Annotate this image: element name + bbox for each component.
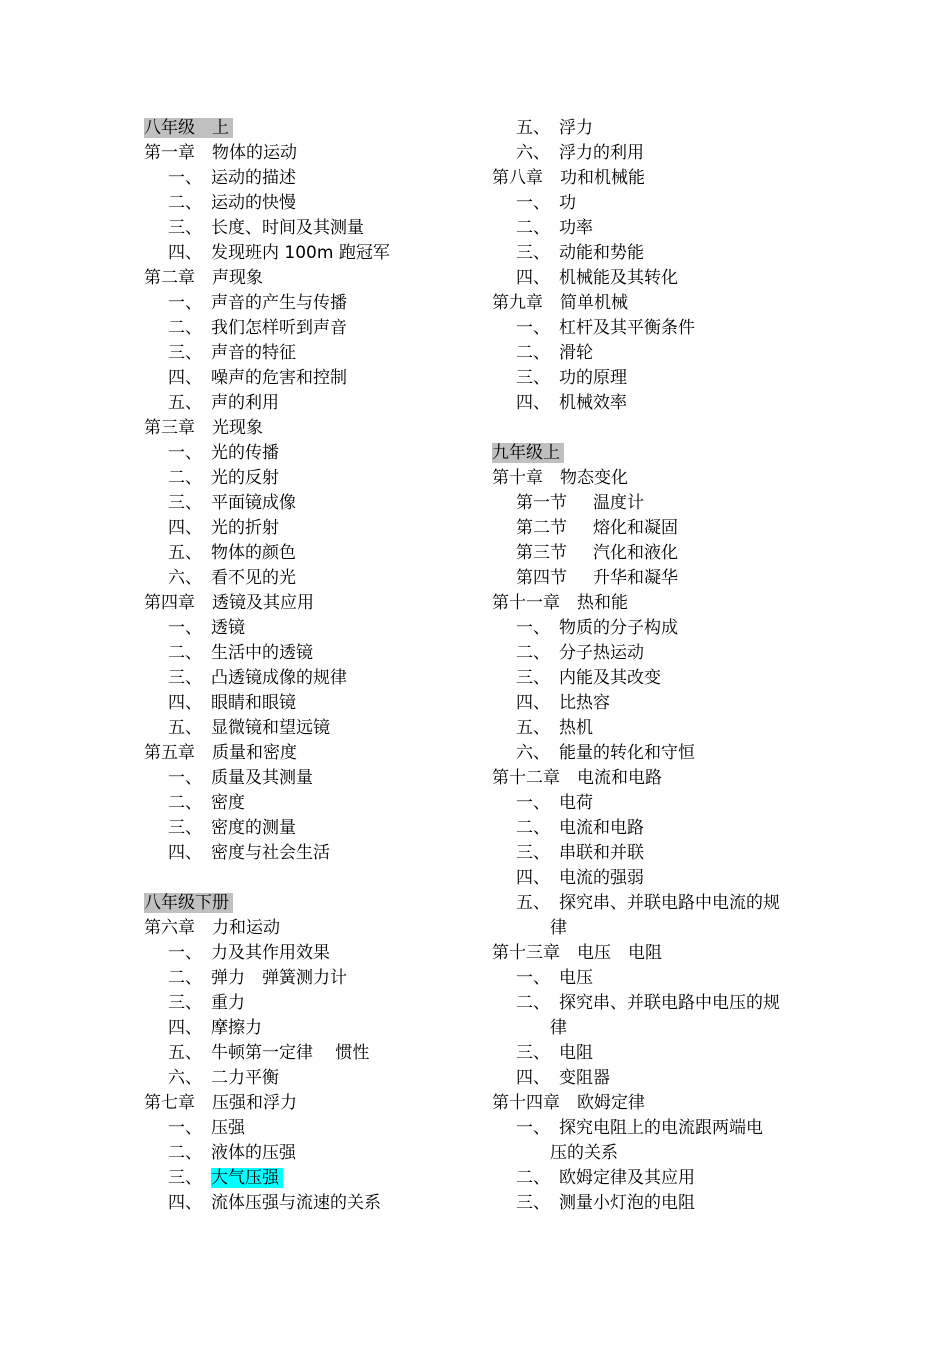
- item-number: 四、: [516, 393, 550, 413]
- item-number: 一、: [168, 943, 202, 963]
- item-number: 四、: [168, 1193, 202, 1213]
- lesson-item: [144, 1066, 474, 1091]
- lesson-item: [144, 716, 474, 741]
- item-title: 能量的转化和守恒: [559, 743, 695, 763]
- lesson-item: [492, 641, 822, 666]
- item-number: 第一节: [516, 493, 567, 513]
- item-number: 二、: [516, 343, 550, 363]
- lesson-item: [144, 791, 474, 816]
- highlighted-text: 大气压强: [211, 1168, 283, 1188]
- item-title: 探究电阻上的电流跟两端电: [559, 1118, 763, 1138]
- lesson-item: [144, 641, 474, 666]
- lesson-item: [144, 341, 474, 366]
- item-title: 噪声的危害和控制: [211, 368, 347, 388]
- item-number: 四、: [516, 268, 550, 288]
- chapter-heading: 第一章 物体的运动: [144, 143, 297, 163]
- item-title: [211, 1166, 283, 1191]
- item-title: 温度计: [593, 493, 644, 513]
- item-title: 运动的快慢: [211, 193, 296, 213]
- chapter-heading: 第三章 光现象: [144, 418, 263, 438]
- item-title: 声音的特征: [211, 343, 296, 363]
- item-title: 功的原理: [559, 368, 627, 388]
- section-item: [492, 541, 822, 566]
- item-title: 平面镜成像: [211, 493, 296, 513]
- item-title: 压的关系: [550, 1143, 618, 1163]
- chapter-heading: 第十三章 电压 电阻: [492, 943, 662, 963]
- lesson-item: [144, 1116, 474, 1141]
- lesson-item: [492, 341, 822, 366]
- grade-heading-text: 八年级下册: [144, 893, 233, 913]
- item-title: 牛顿第一定律 惯性: [211, 1043, 370, 1063]
- item-title: 杠杆及其平衡条件: [559, 318, 695, 338]
- item-title: 我们怎样听到声音: [211, 318, 347, 338]
- item-title: 二力平衡: [211, 1068, 279, 1088]
- lesson-item: [144, 516, 474, 541]
- lesson-item: [144, 366, 474, 391]
- lesson-item: [492, 1116, 822, 1141]
- item-title: 机械能及其转化: [559, 268, 678, 288]
- lesson-item: [144, 841, 474, 866]
- item-title: 力及其作用效果: [211, 943, 330, 963]
- item-title: 光的反射: [211, 468, 279, 488]
- lesson-item: [144, 616, 474, 641]
- item-number: 二、: [168, 193, 202, 213]
- item-title: 电压: [559, 968, 593, 988]
- item-title: 物体的颜色: [211, 543, 296, 563]
- item-continuation: [492, 1016, 822, 1041]
- lesson-item: [144, 316, 474, 341]
- item-title: 声音的产生与传播: [211, 293, 347, 313]
- item-number: 二、: [516, 643, 550, 663]
- item-title: 电流和电路: [559, 818, 644, 838]
- lesson-item: [492, 266, 822, 291]
- grade-heading: [492, 441, 822, 466]
- item-number: 三、: [168, 668, 202, 688]
- item-number: 三、: [516, 843, 550, 863]
- item-number: 五、: [168, 543, 202, 563]
- item-number: 第三节: [516, 543, 567, 563]
- item-title: 光的折射: [211, 518, 279, 538]
- blank-line: [144, 866, 474, 891]
- item-number: 六、: [516, 743, 550, 763]
- item-number: 三、: [168, 218, 202, 238]
- item-number: 六、: [168, 1068, 202, 1088]
- item-number: 二、: [168, 318, 202, 338]
- grade-heading: [144, 891, 474, 916]
- lesson-item: [144, 566, 474, 591]
- item-title: 物质的分子构成: [559, 618, 678, 638]
- item-title: 摩擦力: [211, 1018, 262, 1038]
- item-number: 四、: [168, 1018, 202, 1038]
- item-title: 液体的压强: [211, 1143, 296, 1163]
- lesson-item: [492, 141, 822, 166]
- grade-heading-text: 九年级上: [492, 443, 564, 463]
- lesson-item: [144, 441, 474, 466]
- item-title: 串联和并联: [559, 843, 644, 863]
- item-title: 密度与社会生活: [211, 843, 330, 863]
- item-number: 二、: [168, 968, 202, 988]
- item-title: 浮力: [559, 118, 593, 138]
- item-title: 内能及其改变: [559, 668, 661, 688]
- item-number: 一、: [516, 968, 550, 988]
- item-number: 一、: [516, 1118, 550, 1138]
- lesson-item: [144, 466, 474, 491]
- chapter-heading: 第九章 简单机械: [492, 293, 628, 313]
- lesson-item: [144, 491, 474, 516]
- item-number: 二、: [516, 993, 550, 1013]
- lesson-item: [144, 541, 474, 566]
- item-number: 五、: [516, 718, 550, 738]
- item-title: 发现班内 100m 跑冠军: [211, 243, 390, 263]
- item-title: 探究串、并联电路中电压的规: [559, 993, 780, 1013]
- item-title: 长度、时间及其测量: [211, 218, 364, 238]
- item-title: 运动的描述: [211, 168, 296, 188]
- item-title: 电荷: [559, 793, 593, 813]
- lesson-item: [144, 666, 474, 691]
- chapter-heading: 第十二章 电流和电路: [492, 768, 662, 788]
- lesson-item: [492, 891, 822, 916]
- lesson-item: [492, 1191, 822, 1216]
- item-number: 五、: [168, 393, 202, 413]
- lesson-item: [492, 816, 822, 841]
- item-number: 三、: [168, 818, 202, 838]
- chapter-heading: 第二章 声现象: [144, 268, 263, 288]
- item-title: 探究串、并联电路中电流的规: [559, 893, 780, 913]
- lesson-item: [144, 966, 474, 991]
- chapter-heading: 第五章 质量和密度: [144, 743, 297, 763]
- item-title: 律: [550, 1018, 567, 1038]
- item-title: 功率: [559, 218, 593, 238]
- lesson-item: [492, 666, 822, 691]
- item-number: 二、: [516, 218, 550, 238]
- item-continuation: [492, 916, 822, 941]
- lesson-item: [144, 241, 474, 266]
- item-title: 电阻: [559, 1043, 593, 1063]
- lesson-item: [144, 1041, 474, 1066]
- left-column: [144, 116, 474, 1216]
- item-number: 三、: [516, 368, 550, 388]
- item-title: 变阻器: [559, 1068, 610, 1088]
- item-number: 五、: [516, 893, 550, 913]
- item-title: 压强: [211, 1118, 245, 1138]
- item-number: 第四节: [516, 568, 567, 588]
- item-number: 三、: [168, 493, 202, 513]
- chapter-heading: 第四章 透镜及其应用: [144, 593, 314, 613]
- item-number: 四、: [516, 1068, 550, 1088]
- item-number: 二、: [168, 793, 202, 813]
- lesson-item: [492, 966, 822, 991]
- lesson-item: [492, 741, 822, 766]
- item-title: 看不见的光: [211, 568, 296, 588]
- chapter-heading: 第十四章 欧姆定律: [492, 1093, 645, 1113]
- lesson-item: [144, 166, 474, 191]
- item-title: 弹力 弹簧测力计: [211, 968, 347, 988]
- item-number: 四、: [168, 368, 202, 388]
- lesson-item: [492, 366, 822, 391]
- lesson-item: [492, 691, 822, 716]
- lesson-item: [492, 391, 822, 416]
- right-column: [492, 116, 822, 1216]
- item-number: 一、: [516, 318, 550, 338]
- item-number: 四、: [516, 868, 550, 888]
- lesson-item: [492, 791, 822, 816]
- item-continuation: [492, 1141, 822, 1166]
- lesson-item: [144, 991, 474, 1016]
- item-title: 重力: [211, 993, 245, 1013]
- lesson-item: [492, 241, 822, 266]
- item-number: 三、: [168, 343, 202, 363]
- item-title: 密度: [211, 793, 245, 813]
- grade-heading-text: 八年级 上: [144, 118, 233, 138]
- chapter-heading: 第十章 物态变化: [492, 468, 628, 488]
- item-number: 四、: [168, 843, 202, 863]
- item-number: 三、: [516, 668, 550, 688]
- item-number: 一、: [168, 1118, 202, 1138]
- lesson-item: [144, 391, 474, 416]
- item-title: 透镜: [211, 618, 245, 638]
- lesson-item: [492, 191, 822, 216]
- lesson-item: [144, 1166, 474, 1191]
- item-title: 流体压强与流速的关系: [211, 1193, 381, 1213]
- item-number: 六、: [516, 143, 550, 163]
- lesson-item: [492, 1041, 822, 1066]
- item-title: 密度的测量: [211, 818, 296, 838]
- item-title: 声的利用: [211, 393, 279, 413]
- lesson-item: [492, 991, 822, 1016]
- item-title: 分子热运动: [559, 643, 644, 663]
- section-item: [492, 516, 822, 541]
- item-title: 电流的强弱: [559, 868, 644, 888]
- item-number: 一、: [516, 793, 550, 813]
- lesson-item: [492, 716, 822, 741]
- lesson-item: [492, 1066, 822, 1091]
- item-title: 光的传播: [211, 443, 279, 463]
- lesson-item: [144, 766, 474, 791]
- item-title: 凸透镜成像的规律: [211, 668, 347, 688]
- item-number: 五、: [516, 118, 550, 138]
- chapter-heading: 第七章 压强和浮力: [144, 1093, 297, 1113]
- lesson-item: [144, 816, 474, 841]
- item-title: 熔化和凝固: [593, 518, 678, 538]
- item-number: 二、: [516, 1168, 550, 1188]
- lesson-item: [144, 216, 474, 241]
- item-number: 二、: [168, 643, 202, 663]
- item-title: 生活中的透镜: [211, 643, 313, 663]
- blank-line: [492, 416, 822, 441]
- item-number: 一、: [168, 293, 202, 313]
- item-number: 一、: [168, 768, 202, 788]
- lesson-item: [144, 691, 474, 716]
- lesson-item: [492, 1166, 822, 1191]
- item-number: 三、: [516, 243, 550, 263]
- section-item: [492, 491, 822, 516]
- item-number: 四、: [516, 693, 550, 713]
- item-number: 五、: [168, 1043, 202, 1063]
- item-number: 四、: [168, 693, 202, 713]
- lesson-item: [492, 841, 822, 866]
- item-title: 眼睛和眼镜: [211, 693, 296, 713]
- lesson-item: [492, 316, 822, 341]
- item-title: 汽化和液化: [593, 543, 678, 563]
- item-number: 一、: [168, 618, 202, 638]
- item-number: 六、: [168, 568, 202, 588]
- item-title: 律: [550, 918, 567, 938]
- item-title: 滑轮: [559, 343, 593, 363]
- item-title: 升华和凝华: [593, 568, 678, 588]
- chapter-heading: 第十一章 热和能: [492, 593, 628, 613]
- item-number: 五、: [168, 718, 202, 738]
- item-title: 质量及其测量: [211, 768, 313, 788]
- item-title: 比热容: [559, 693, 610, 713]
- item-title: 功: [559, 193, 576, 213]
- lesson-item: [492, 866, 822, 891]
- lesson-item: [144, 1191, 474, 1216]
- chapter-heading: 第六章 力和运动: [144, 918, 280, 938]
- item-title: 浮力的利用: [559, 143, 644, 163]
- grade-heading: [144, 116, 474, 141]
- lesson-item: [144, 941, 474, 966]
- item-title: 机械效率: [559, 393, 627, 413]
- item-number: 一、: [516, 193, 550, 213]
- item-number: 三、: [168, 1168, 202, 1188]
- lesson-item: [144, 291, 474, 316]
- item-title: 测量小灯泡的电阻: [559, 1193, 695, 1213]
- item-number: 一、: [168, 443, 202, 463]
- lesson-item: [144, 1141, 474, 1166]
- item-number: 三、: [168, 993, 202, 1013]
- item-title: 动能和势能: [559, 243, 644, 263]
- lesson-item: [144, 191, 474, 216]
- item-number: 一、: [516, 618, 550, 638]
- lesson-item: [492, 116, 822, 141]
- item-number: 二、: [516, 818, 550, 838]
- item-title: 欧姆定律及其应用: [559, 1168, 695, 1188]
- section-item: [492, 566, 822, 591]
- lesson-item: [492, 616, 822, 641]
- lesson-item: [492, 216, 822, 241]
- item-number: 三、: [516, 1193, 550, 1213]
- item-number: 四、: [168, 518, 202, 538]
- chapter-heading: 第八章 功和机械能: [492, 168, 645, 188]
- item-number: 三、: [516, 1043, 550, 1063]
- lesson-item: [144, 1016, 474, 1041]
- item-number: 一、: [168, 168, 202, 188]
- item-title: 热机: [559, 718, 593, 738]
- item-number: 二、: [168, 1143, 202, 1163]
- item-number: 第二节: [516, 518, 567, 538]
- item-number: 二、: [168, 468, 202, 488]
- item-title: 显微镜和望远镜: [211, 718, 330, 738]
- item-number: 四、: [168, 243, 202, 263]
